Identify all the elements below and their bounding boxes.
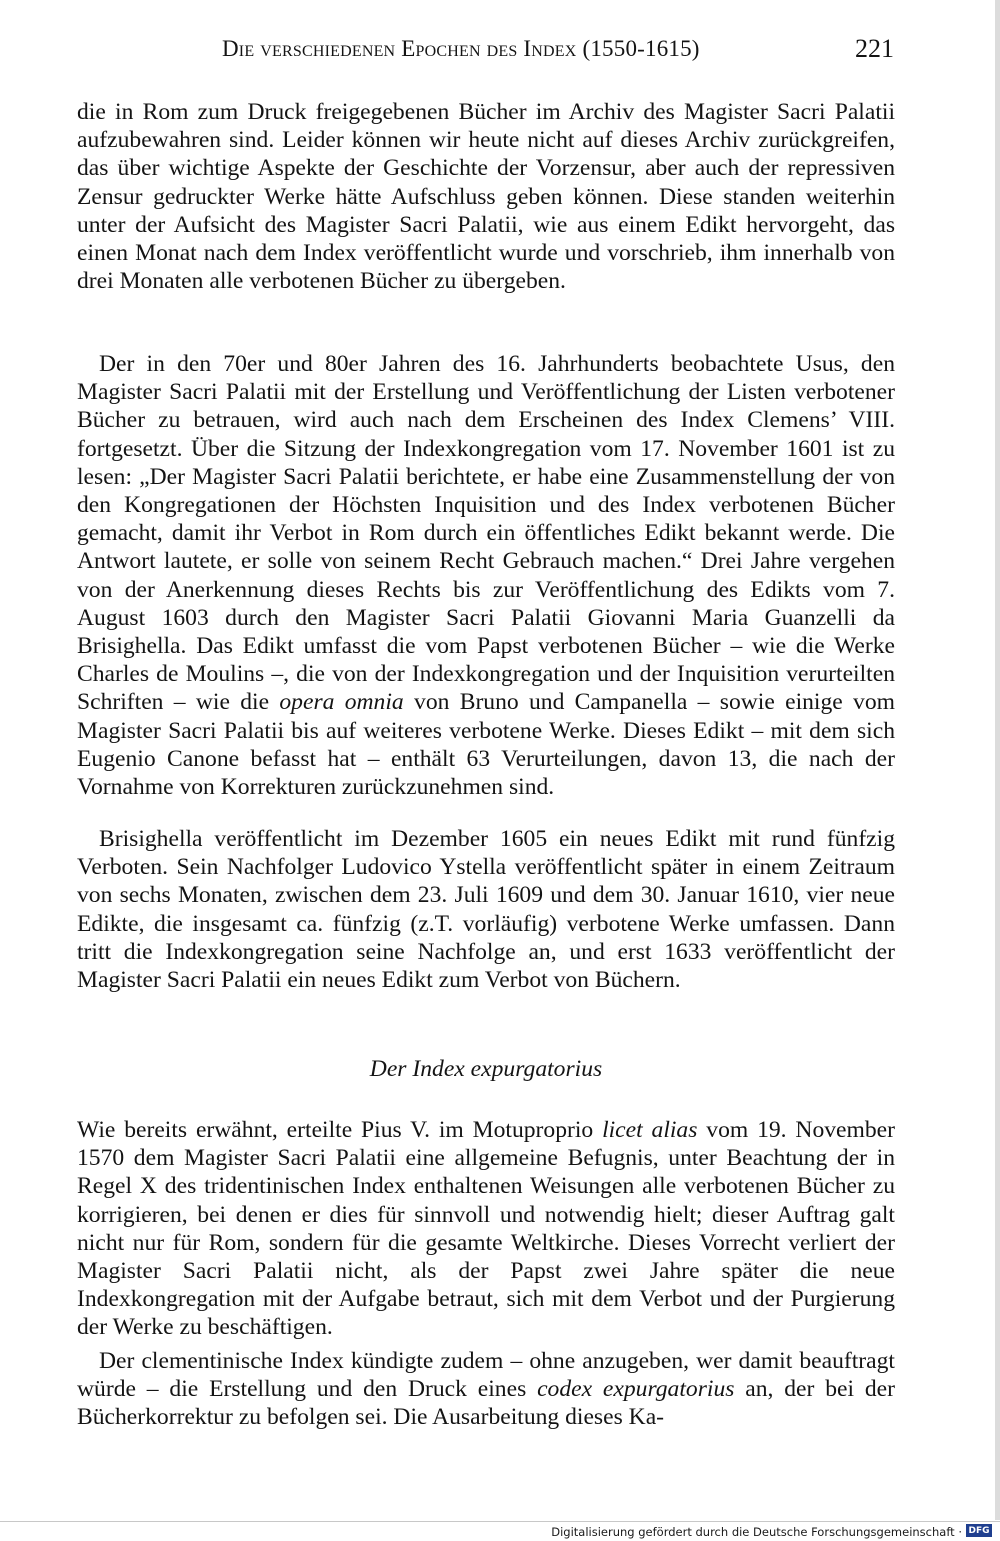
paragraph-5 [77,1347,895,1432]
section-heading: Der Index expurgatorius [369,1056,603,1082]
paragraph-1: die in Rom zum Druck freigegebenen Bücher im Archiv des Magister Sacri Palatii aufzubewahren sind. Leider können wir heute nicht auf dieses Archiv zurückgreifen, das über wichtige Aspekte der Geschichte der Vorzensur, aber auch der repressiven Zensur gedruckter Werke hätte Aufschluss geben können. Diese standen weiterhin unter der Aufsicht des Magister Sacri Palatii, wie aus einem Edikt hervorgeht, das einen Monat nach dem Index veröffentlicht wurde und vorschrieb, ihm innerhalb von drei Monaten alle verbotenen Bücher zu übergeben. [77,99,895,295]
paragraph-4-text: Wie bereits erwähnt, erteilte Pius V. im Motuproprio [77,1117,603,1143]
paragraph-5-text: Der clementinische Index kündigte zudem – ohne anzugeben, wer damit beauftragt würde – die Erstellung und den Druck eines [77,1348,895,1403]
paragraph-5-italic: codex expurgatorius [537,1376,735,1403]
paragraph-4 [77,1116,895,1342]
paragraph-2-italic: opera omnia [279,689,404,716]
page-number: 221 [855,34,894,63]
paragraph-5-text-end: an, der bei der Bücherkorrektur zu befolgen sei. Die Ausarbeitung dieses Ka- [77,1376,895,1431]
digitization-credit: Digitalisierung gefördert durch die Deutsche Forschungsgemeinschaft · [551,1525,962,1539]
paragraph-3: Brisighella veröffentlicht im Dezember 1605 ein neues Edikt mit rund fünfzig Verboten. Sein Nachfolger Ludovico Ystella veröffentlicht später in einem Zeitraum von sechs Monaten, zwischen dem 23. Juli 1609 und dem 30. Januar 1610, vier neue Edikte, die insgesamt ca. fünfzig (z.T. vorläufig) verbotene Werke umfassen. Dann tritt die Indexkongregation seine Nachfolge an, und erst 1633 veröffentlicht der Magister Sacri Palatii ein neues Edikt zum Verbot von Büchern. [77,826,895,994]
running-header [222,36,894,72]
running-title: Die verschiedenen Epochen des Index (1550-1615) [222,36,700,61]
page-edge [995,0,1000,1520]
paragraph-2 [77,350,895,801]
paragraph-4-text-end: vom 19. November 1570 dem Magister Sacri Palatii eine allgemeine Befugnis, unter Beachtung der in Regel X des tridentinischen Index enthaltenen Weisungen alle verbotenen Bücher zu korrigieren, bei denen er dies für sinnvoll und notwendig hielt; dieser Auftrag galt nicht nur für Rom, sondern für die gesamte Weltkirche. Dieses Vorrecht verliert der Magister Sacri Palatii nicht, als der Papst zwei Jahre später die neue Indexkongregation mit der Aufgabe betraut, sich mit dem Verbot und der Purgierung der Werke zu beschäftigen. [77,1117,895,1341]
dfg-logo: DFG [966,1524,992,1537]
paragraph-4-italic: licet alias [602,1117,698,1143]
footer-divider [0,1521,1000,1522]
paragraph-2-text-end: von Bruno und Campanella – sowie einige vom Magister Sacri Palatii bis auf weiteres verbotene Werke. Dieses Edikt – mit dem sich Eugenio Canone befasst hat – enthält 63 Verurteilungen, davon 13, die nach der Vornahme von Korrekturen zurückzunehmen sind. [77,689,895,801]
paragraph-2-text: Der in den 70er und 80er Jahren des 16. Jahrhunderts beobachtete Usus, den Magister Sacri Palatii mit der Erstellung und Veröffentlichung der Listen verbotener Bücher zu betrauen, wird auch nach dem Erscheinen des Index Clemens’ VIII. fortgesetzt. Über die Sitzung der Indexkongregation vom 17. November 1601 ist zu lesen: „Der Magister Sacri Palatii berichtete, er habe eine Zusammenstellung der von den Kongregationen der Höchsten Inquisition und des Index verbotenen Bücher gemacht, damit ihr Verbot in Rom durch ein öffentliches Edikt bekannt werde. Die Antwort lautete, er solle von seinem Recht Gebrauch machen.“ Drei Jahre vergehen von der Anerkennung dieses Rechts bis zur Veröffentlichung des Edikts vom 7. August 1603 durch den Magister Sacri Palatii Giovanni Maria Guanzelli da Brisighella. Das Edikt umfasst die vom Papst verbotenen Bücher – wie die Werke Charles de Moulins –, die von der Indexkongregation und der Inquisition verurteilten Schriften – wie die [77,351,895,716]
